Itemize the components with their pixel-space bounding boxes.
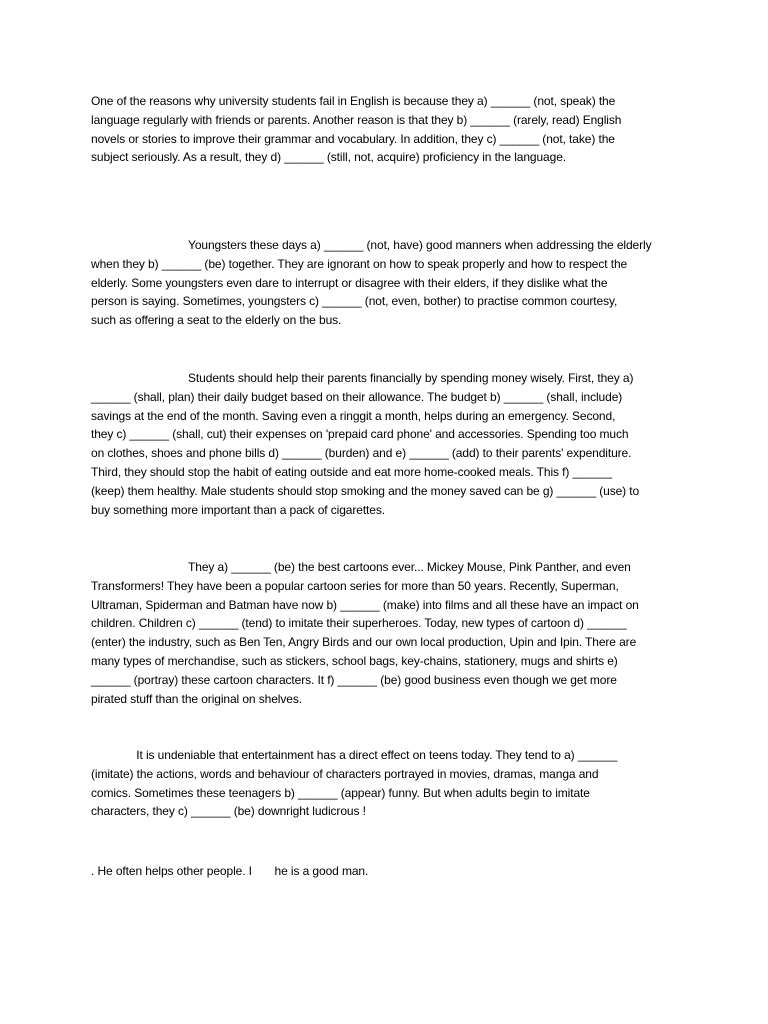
paragraph-youngsters-manners: Youngsters these days a) ______ (not, have) good manners when addressing the elderly when they b) ______ (be) together. They are ignorant on how to speak properly and how to respect the elderly. Some youngsters even dare to interrupt or disagree with their elders, if they dislike what the person is saying. Sometimes, youngsters c) ______ (not, even, bother) to practise common courtesy, such as offering a seat to the elderly on the bus.	[91, 238, 652, 328]
paragraph-cartoons: They a) ______ (be) the best cartoons ever... Mickey Mouse, Pink Panther, and even Transformers! They have been a popular cartoon series for more than 50 years. Recently, Superman, Ultraman, Spiderman and Batman have now b) ______ (make) into films and all these have an impact on children. Children c) ______ (tend) to imitate their superheroes. Today, new types of cartoon d) ______ (enter) the industry, such as Ben Ten, Angry Birds and our own local production, Upin and Ipin. There are many types of merchandise, such as stickers, school bags, key-chains, stationery, mugs and shirts e) ______ (portray) these cartoon characters. It f) ______ (be) good business even though we get more pirated stuff than the original on shelves.	[91, 560, 639, 706]
paragraph-university-students: One of the reasons why university students fail in English is because they a) ______ (not, speak) the language regularly with friends or parents. Another reason is that they b) ______ (rarely, read) English novels or stories to improve their grammar and vocabulary. In addition, they c) ______ (not, take) the subject seriously. As a result, they d) ______ (still, not, acquire) proficiency in the language.	[91, 94, 622, 165]
paragraph-good-man: . He often helps other people. I he is a good man.	[91, 864, 369, 878]
paragraph-entertainment-teens: It is undeniable that entertainment has a direct effect on teens today. They tend to a) ______ (imitate) the actions, words and behaviour of characters portrayed in movies, dramas, manga and comics. Sometimes these teenagers b) ______ (appear) funny. But when adults begin to imitate characters, they c) ______ (be) downright ludicrous !	[91, 748, 618, 819]
paragraph-students-spending: Students should help their parents financially by spending money wisely. First, they a) ______ (shall, plan) their daily budget based on their allowance. The budget b) ______ (shall, include) savings at the end of the month. Saving even a ringgit a month, helps during an emergency. Second, they c) ______ (shall, cut) their expenses on 'prepaid card phone' and accessories. Spending too much on clothes, shoes and phone bills d) ______ (burden) and e) ______ (add) to their parents' expenditure. Third, they should stop the habit of eating outside and eat more home-cooked meals. This f) ______ (keep) them healthy. Male students should stop smoking and the money saved can be g) ______ (use) to buy something more important than a pack of cigarettes.	[91, 371, 640, 517]
